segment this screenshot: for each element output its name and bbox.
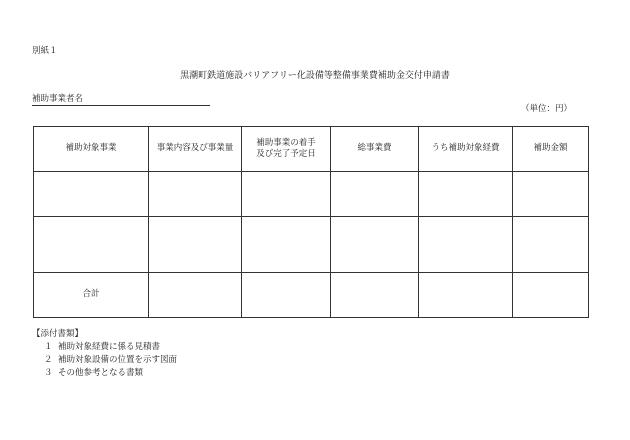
table-cell[interactable] bbox=[513, 217, 589, 273]
list-item bbox=[32, 341, 177, 354]
document-title: 黒潮町鉄道施設バリアフリー化設備等整備事業費補助金交付申請書 bbox=[180, 71, 450, 81]
list-item-text: 補助対象設備の位置を示す図面 bbox=[58, 355, 178, 365]
table-cell[interactable] bbox=[34, 172, 149, 217]
header-cell: 総事業費 bbox=[331, 127, 419, 172]
unit-label: （単位：円） bbox=[521, 104, 573, 114]
table-cell[interactable] bbox=[149, 273, 242, 318]
list-item-number: １ bbox=[44, 342, 53, 352]
list-item bbox=[32, 367, 177, 380]
attachments-heading: 【添付書類】 bbox=[32, 329, 84, 339]
table-cell[interactable] bbox=[149, 217, 242, 273]
table-cell[interactable] bbox=[513, 273, 589, 318]
list-item-number: ２ bbox=[44, 355, 53, 365]
total-label: 合計 bbox=[34, 273, 149, 318]
list-item-text: その他参考となる書類 bbox=[58, 368, 144, 378]
header-cell: うち補助対象経費 bbox=[419, 127, 513, 172]
header-cell: 補助対象事業 bbox=[34, 127, 149, 172]
applicant-name-label: 補助事業者名 bbox=[32, 94, 84, 104]
list-item-text: 補助対象経費に係る見積書 bbox=[58, 342, 161, 352]
table-cell[interactable] bbox=[149, 172, 242, 217]
table-cell[interactable] bbox=[419, 273, 513, 318]
list-item bbox=[32, 354, 177, 367]
table-cell[interactable] bbox=[34, 217, 149, 273]
table-cell[interactable] bbox=[242, 273, 331, 318]
header-cell bbox=[242, 127, 331, 172]
table-cell[interactable] bbox=[331, 217, 419, 273]
table-cell[interactable] bbox=[331, 172, 419, 217]
applicant-name-field[interactable] bbox=[32, 92, 210, 106]
annex-label: 別紙１ bbox=[32, 46, 58, 56]
table-cell[interactable] bbox=[513, 172, 589, 217]
table-row bbox=[34, 217, 589, 273]
total-row bbox=[34, 273, 589, 318]
table-cell[interactable] bbox=[419, 172, 513, 217]
header-cell: 事業内容及び事業量 bbox=[149, 127, 242, 172]
list-item-number: ３ bbox=[44, 368, 53, 378]
table-cell[interactable] bbox=[419, 217, 513, 273]
header-schedule-text: 補助事業の着手 及び完了予定日 bbox=[256, 137, 316, 159]
application-table bbox=[33, 126, 589, 318]
table-row bbox=[34, 172, 589, 217]
table-cell[interactable] bbox=[242, 172, 331, 217]
table-header-row bbox=[34, 127, 589, 172]
table-cell[interactable] bbox=[331, 273, 419, 318]
table-cell[interactable] bbox=[242, 217, 331, 273]
attachments-section bbox=[32, 328, 177, 380]
header-cell: 補助金額 bbox=[513, 127, 589, 172]
